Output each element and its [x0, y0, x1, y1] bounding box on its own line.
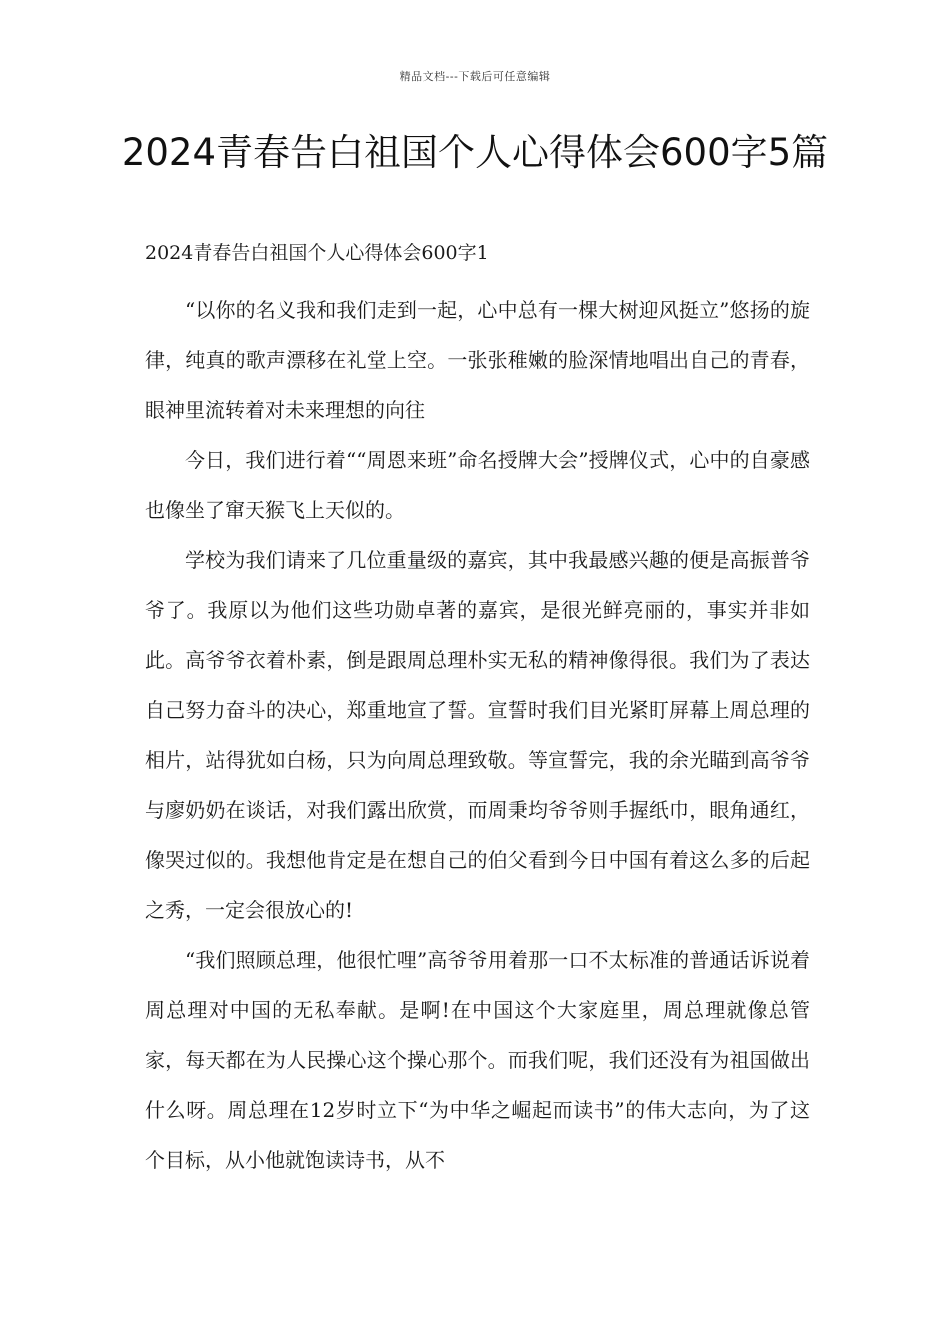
paragraph-3: 学校为我们请来了几位重量级的嘉宾，其中我最感兴趣的便是高振普爷爷了。我原以为他们这些功勋卓著的嘉宾，是很光鲜亮丽的，事实并非如此。高爷爷衣着朴素，倒是跟周总理朴实无私的精神像得很。我们为了表达自己努力奋斗的决心，郑重地宣了誓。宣誓时我们目光紧盯屏幕上周总理的相片，站得犹如白杨，只为向周总理致敬。等宣誓完，我的余光瞄到高爷爷与廖奶奶在谈话，对我们露出欣赏，而周秉均爷爷则手握纸巾，眼角通红，像哭过似的。我想他肯定是在想自己的伯父看到今日中国有着这么多的后起之秀，一定会很放心的!	[145, 548, 810, 922]
section-subtitle: 2024青春告白祖国个人心得体会600字1	[145, 242, 489, 264]
document-body	[145, 238, 810, 1185]
paragraph-1: “以你的名义我和我们走到一起，心中总有一棵大树迎风挺立”悠扬的旋律，纯真的歌声漂移在礼堂上空。一张张稚嫩的脸深情地唱出自己的青春，眼神里流转着对未来理想的向往	[145, 298, 810, 422]
paragraph-2: 今日，我们进行着““周恩来班”命名授牌大会”授牌仪式，心中的自豪感也像坐了窜天猴飞上天似的。	[145, 448, 810, 522]
paragraph-4: “我们照顾总理，他很忙哩”高爷爷用着那一口不太标准的普通话诉说着周总理对中国的无私奉献。是啊!在中国这个大家庭里，周总理就像总管家，每天都在为人民操心这个操心那个。而我们呢，我们还没有为祖国做出什么呀。周总理在12岁时立下“为中华之崛起而读书”的伟大志向，为了这个目标，从小他就饱读诗书，从不	[145, 948, 810, 1172]
document-title: 2024青春告白祖国个人心得体会600字5篇	[121, 131, 829, 174]
header-note: 精品文档---下载后可任意编辑	[399, 70, 551, 83]
